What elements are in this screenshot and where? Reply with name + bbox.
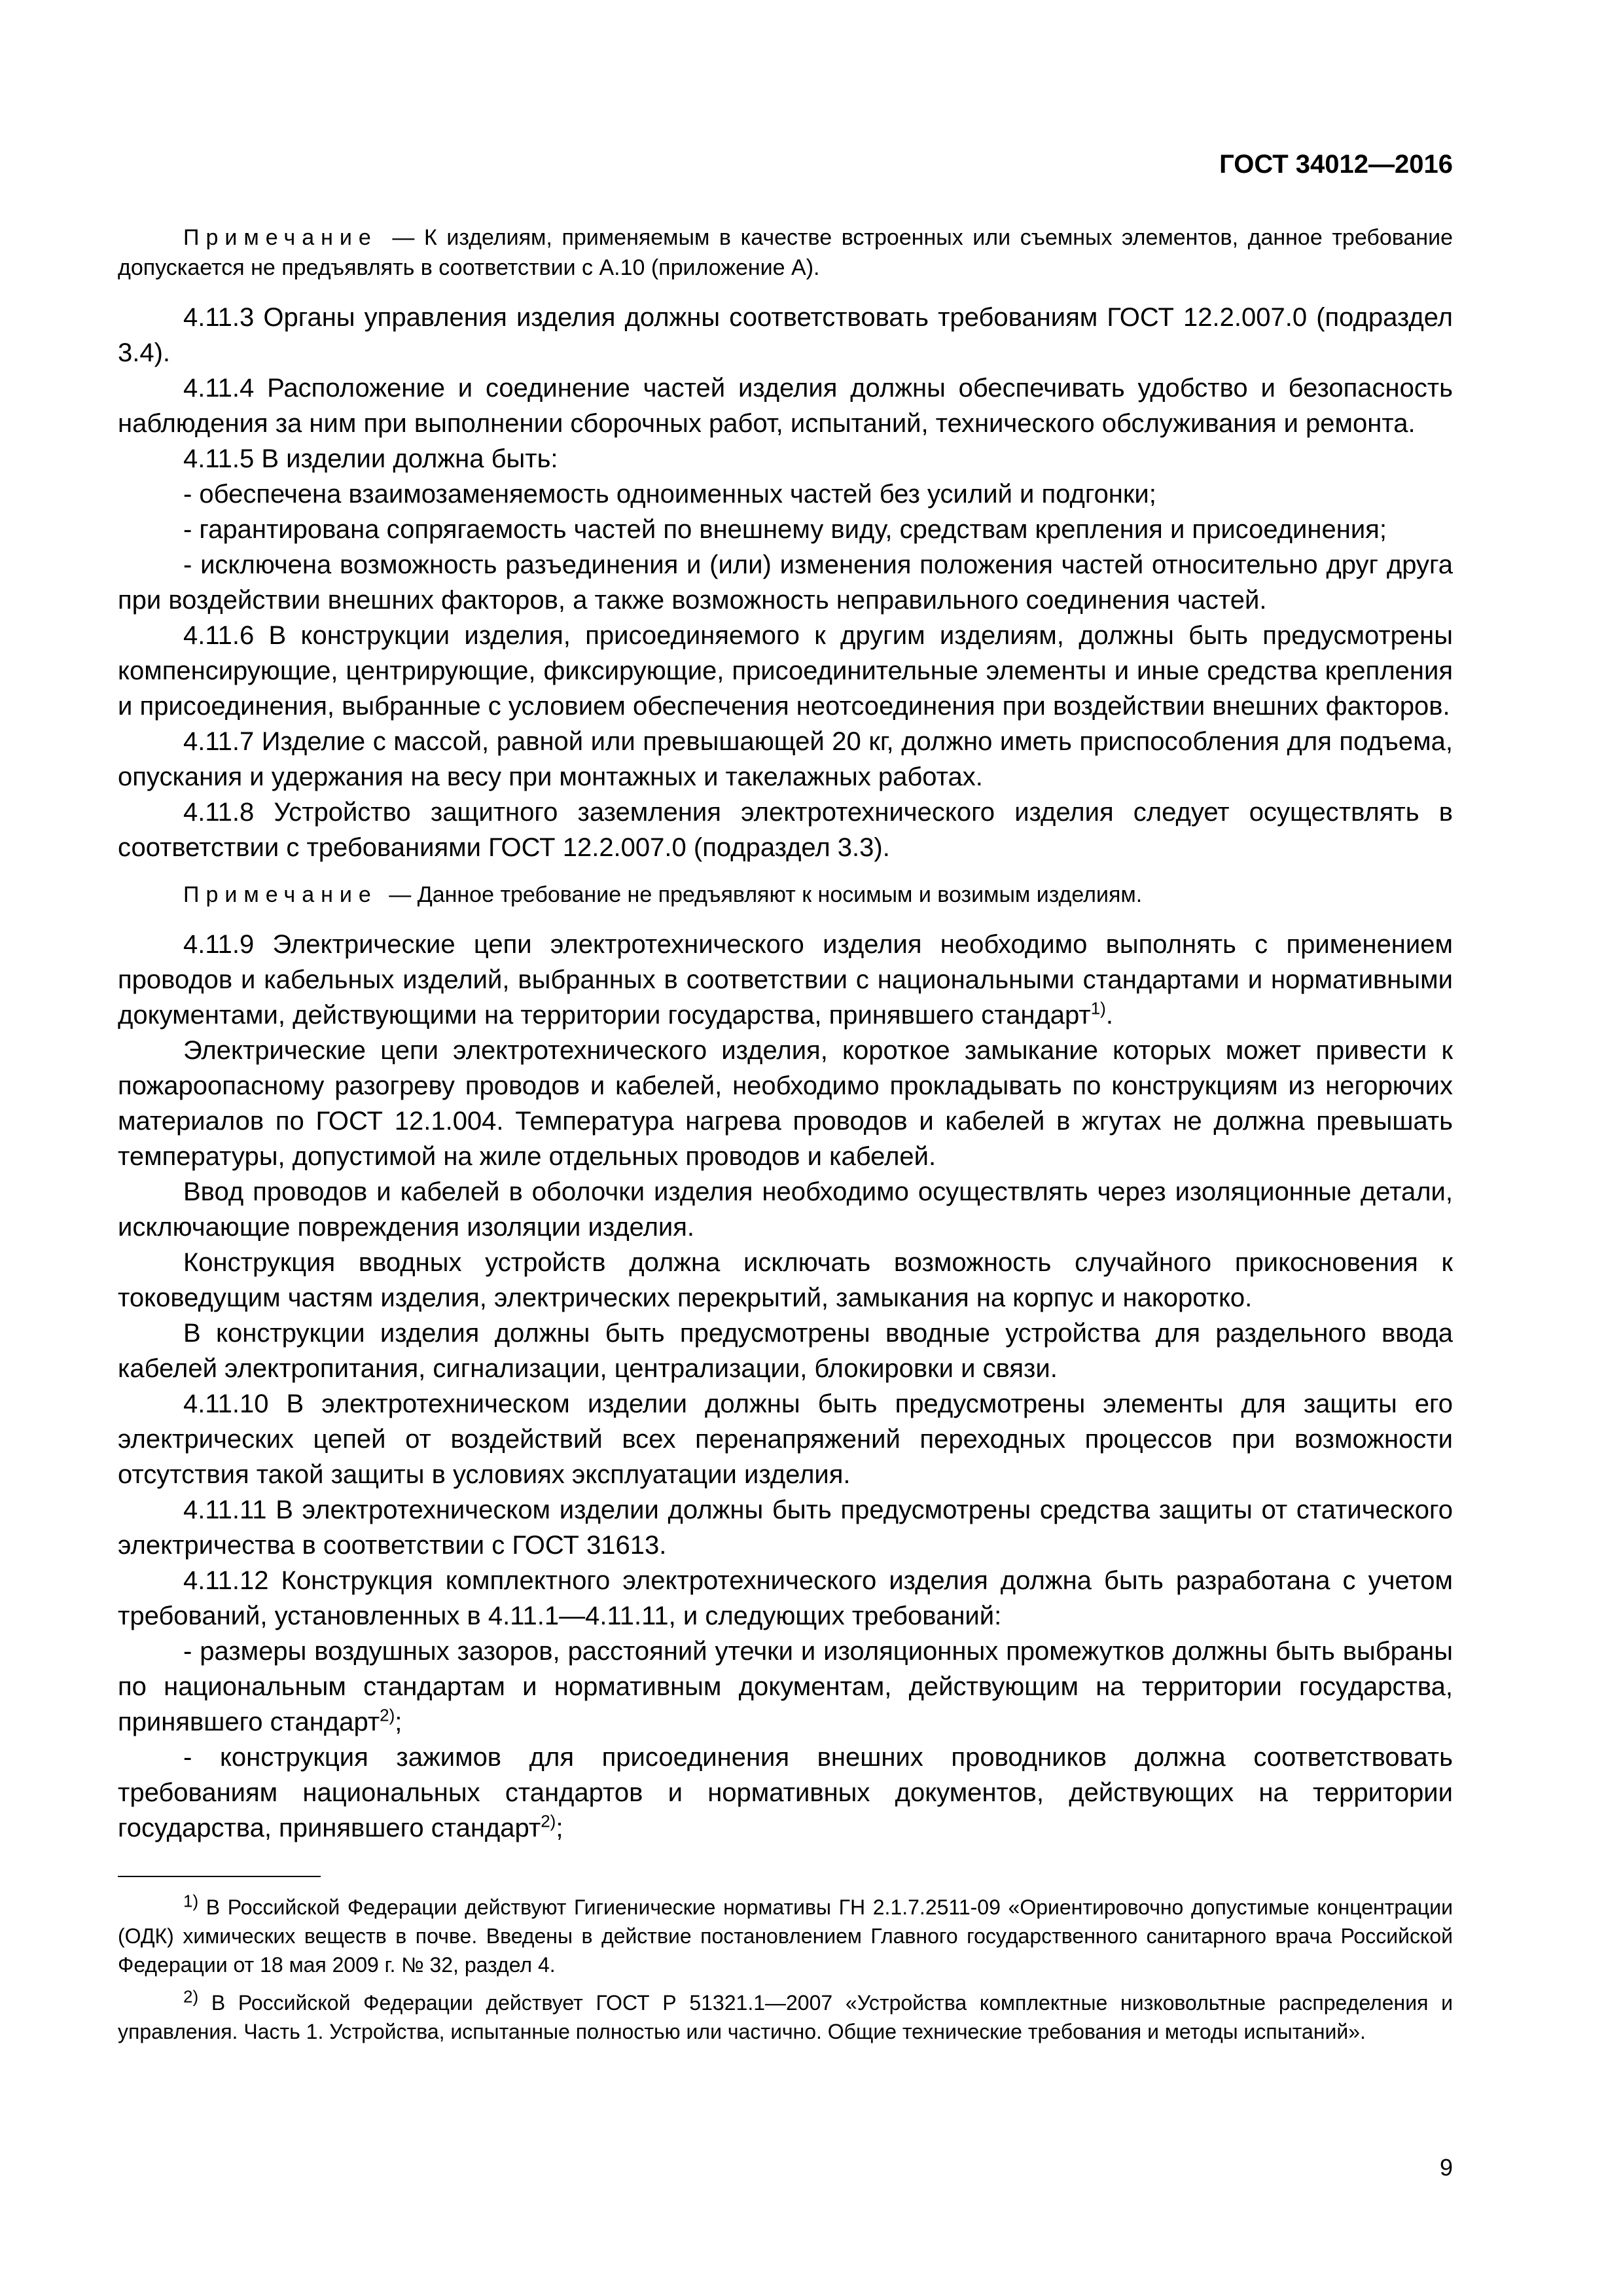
list-item: - конструкция зажимов для присоединения внешних проводников должна соответствовать требованиям национальных стандартов и нормативных документов, действующих на территории государства, принявшего стандарт$^{2)}$; [118,1743,1453,1842]
note-text: — К изделиям, применяемым в качестве встроенных или съемных элементов, данное требование допускается не предъявлять в соответствии с А.10 (приложение А). [118,225,1453,280]
footnote [118,1893,1453,1979]
paragraph: В конструкции изделия должны быть предусмотрены вводные устройства для раздельного ввода кабелей электропитания, сигнализации, централизации, блокировки и связи. [118,1319,1453,1383]
footnotes [118,1893,1453,2055]
clause-4-11-9: 4.11.9 Электрические цепи электротехнического изделия необходимо выполнять с применением проводов и кабельных изделий, выбранных в соответствии с национальными стандартами и нормативными документами, действующими на территории государства, принявшего стандарт$^{1)}$. [118,930,1453,1030]
document-body [118,223,1453,1846]
standard-designation: ГОСТ 34012—2016 [1219,150,1453,179]
note-label: Примечание [183,225,378,250]
footnote-ref[interactable]: 1) [1090,998,1106,1018]
note-label: Примечание [183,882,378,907]
list-item: - обеспечена взаимозаменяемость одноименных частей без усилий и подгонки; [183,480,1156,509]
paragraph: Конструкция вводных устройств должна исключать возможность случайного прикосновения к токоведущим частям изделия, электрических перекрытий, замыкания на корпус и накоротко. [118,1248,1453,1312]
note-text: — Данное требование не предъявляют к носимым и возимым изделиям. [389,882,1143,907]
footnote-mark: 2) [183,1986,199,2007]
paragraph: Электрические цепи электротехнического изделия, короткое замыкание которых может привести к пожароопасному разогреву проводов и кабелей, необходимо прокладывать по конструкциям из негорючих материалов по ГОСТ 12.1.004. Температура нагрева проводов и кабелей в жгутах не должна превышать температуры, допустимой на жиле отдельных проводов и кабелей. [118,1036,1453,1171]
clause-4-11-12: 4.11.12 Конструкция комплектного электротехнического изделия должна быть разработана с учетом требований, установленных в 4.11.1—4.11.11, и следующих требований: [118,1566,1453,1630]
page-number: 9 [1439,2154,1453,2181]
clause-4-11-3: 4.11.3 Органы управления изделия должны соответствовать требованиям ГОСТ 12.2.007.0 (подраздел 3.4). [118,303,1453,367]
list-item: - исключена возможность разъединения и (или) изменения положения частей относительно друг друга при воздействии внешних факторов, а также возможность неправильного соединения частей. [118,550,1453,615]
clause-4-11-6: 4.11.6 В конструкции изделия, присоединяемого к другим изделиям, должны быть предусмотрены компенсирующие, центрирующие, фиксирующие, присоединительные элементы и иные средства крепления и присоединения, выбранные с условием обеспечения неотсоединения при воздействии внешних факторов. [118,621,1453,721]
note-paragraph [118,223,1453,283]
footnote-ref[interactable]: 2) [380,1705,395,1725]
footnote-mark: 1) [183,1891,199,1911]
footnote-text: В Российской Федерации действует ГОСТ Р 51321.1—2007 «Устройства комплектные низковольтные распределения и управления. Часть 1. Устройства, испытанные полностью или частично. Общие технические требования и методы испытаний». [118,1991,1454,2043]
note-paragraph [118,880,1453,910]
clause-4-11-4: 4.11.4 Расположение и соединение частей изделия должны обеспечивать удобство и безопасность наблюдения за ним при выполнении сборочных работ, испытаний, технического обслуживания и ремонта. [118,374,1453,438]
clause-4-11-7: 4.11.7 Изделие с массой, равной или превышающей 20 кг, должно иметь приспособления для подъема, опускания и удержания на весу при монтажных и такелажных работах. [118,727,1453,791]
clause-4-11-10: 4.11.10 В электротехническом изделии должны быть предусмотрены элементы для защиты его электрических цепей от воздействий всех перенапряжений переходных процессов при возможности отсутствия такой защиты в условиях эксплуатации изделия. [118,1390,1453,1489]
footnote-separator [118,1876,321,1877]
paragraph: Ввод проводов и кабелей в оболочки изделия необходимо осуществлять через изоляционные детали, исключающие повреждения изоляции изделия. [118,1177,1453,1242]
footnote [118,1988,1453,2046]
footnote-ref[interactable]: 2) [541,1811,556,1831]
clause-4-11-8: 4.11.8 Устройство защитного заземления электротехнического изделия следует осуществлять в соответствии с требованиями ГОСТ 12.2.007.0 (подраздел 3.3). [118,798,1453,862]
list-item: - гарантирована сопрягаемость частей по внешнему виду, средствам крепления и присоединения; [183,515,1387,544]
list-item: - размеры воздушных зазоров, расстояний утечки и изоляционных промежутков должны быть выбраны по национальным стандартам и нормативным документам, действующим на территории государства, принявшего стандарт$^{2)}$; [118,1637,1453,1736]
clause-4-11-11: 4.11.11 В электротехническом изделии должны быть предусмотрены средства защиты от статического электричества в соответствии с ГОСТ 31613. [118,1496,1453,1560]
footnote-text: В Российской Федерации действуют Гигиенические нормативы ГН 2.1.7.2511-09 «Ориентировочно допустимые концентрации (ОДК) химических веществ в почве. Введены в действие постановлением Главного государственного санитарного врача Российской Федерации от 18 мая 2009 г. № 32, раздел 4. [118,1895,1454,1977]
clause-4-11-5: 4.11.5 В изделии должна быть: [183,444,558,473]
document-page [118,0,1453,2296]
